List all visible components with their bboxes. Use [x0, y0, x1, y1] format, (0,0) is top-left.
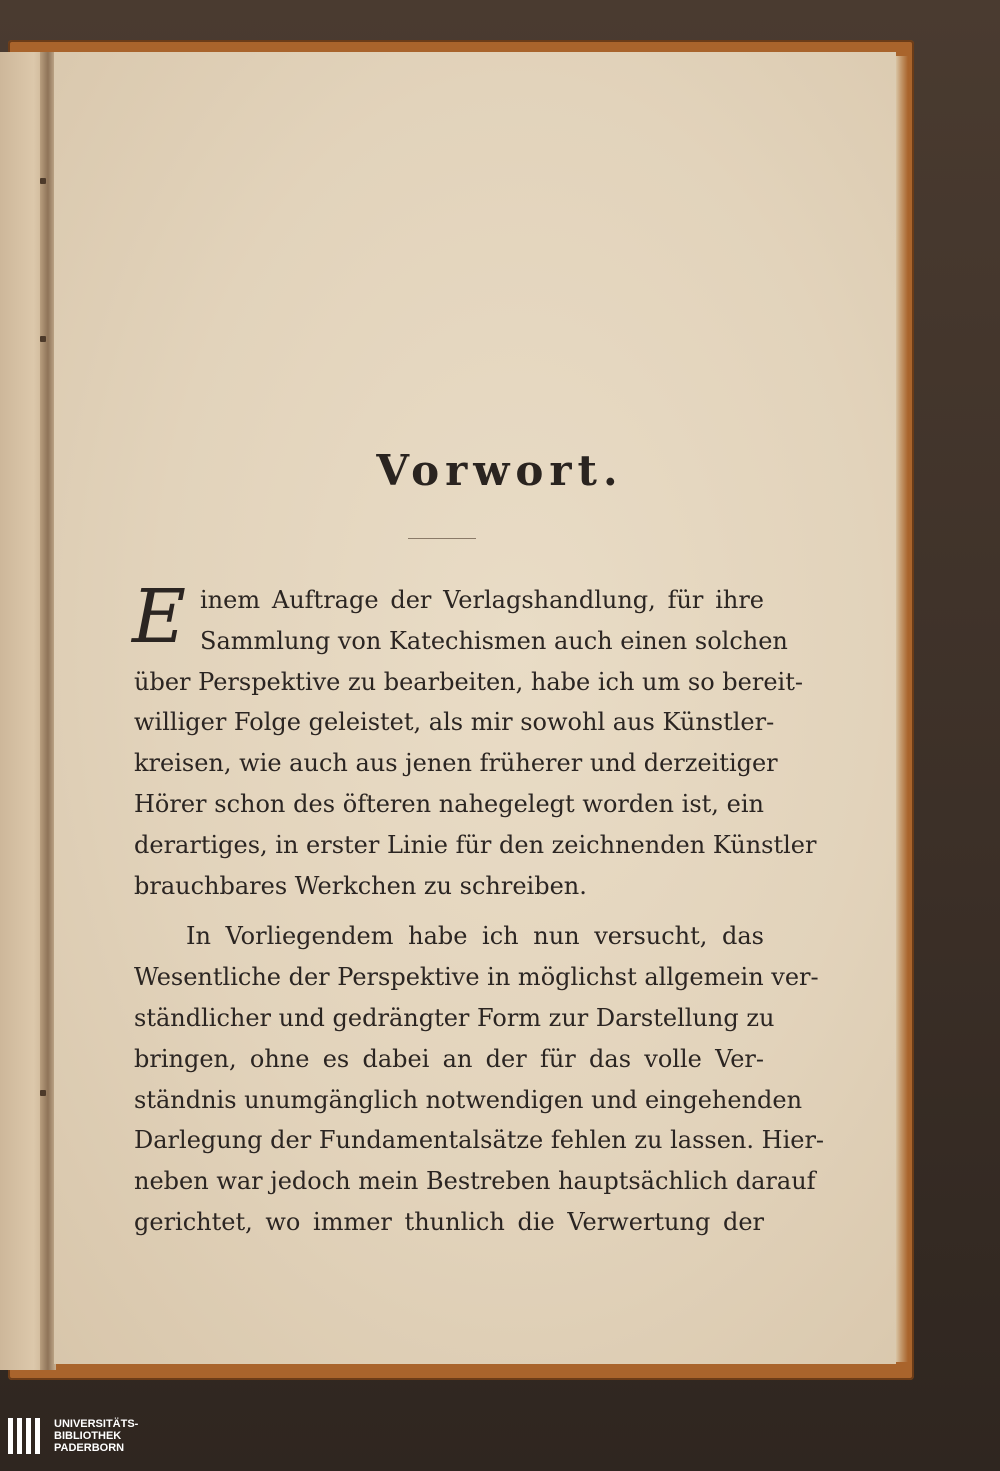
text-line: neben war jedoch mein Bestreben hauptsächlich darauf [134, 1167, 816, 1196]
library-logo-line: BIBLIOTHEK [54, 1430, 122, 1442]
text-line: williger Folge geleistet, als mir sowohl aus Künstler- [134, 708, 775, 737]
library-logo-line: PADERBORN [54, 1442, 125, 1454]
text-line: ständnis unumgänglich notwendigen und eingehenden [134, 1085, 803, 1114]
body-text [132, 574, 825, 1243]
text-line: In Vorliegendem habe ich nun versucht, das [186, 922, 764, 951]
text-line: Wesentliche der Perspektive in möglichst allgemein ver- [134, 963, 819, 992]
library-logo-line: UNIVERSITÄTS- [54, 1418, 139, 1430]
binding-stitch [40, 178, 46, 184]
text-line: brauchbares Werkchen zu schreiben. [134, 871, 587, 900]
library-logo-icon [8, 1418, 44, 1454]
library-logo-text [54, 1418, 138, 1454]
library-logo [0, 1412, 160, 1462]
text-line: ständlicher und gedrängter Form zur Darstellung zu [134, 1003, 775, 1032]
text-line: bringen, ohne es dabei an der für das volle Ver- [134, 1044, 764, 1073]
binding-stitch [40, 336, 46, 342]
drop-cap: E [132, 574, 187, 660]
text-line: Darlegung der Fundamentalsätze fehlen zu lassen. Hier- [134, 1126, 825, 1155]
binding-stitch [40, 1090, 46, 1096]
page-title: Vorwort. [376, 446, 624, 495]
text-line: inem Auftrage der Verlagshandlung, für ihre [200, 586, 764, 614]
text-line: Sammlung von Katechismen auch einen solchen [200, 626, 788, 655]
text-line: derartiges, in erster Linie für den zeichnenden Künstler [134, 830, 817, 859]
text-line: Hörer schon des öfteren nahegelegt worden ist, ein [134, 789, 764, 818]
page-edge-strip [896, 56, 908, 1362]
text-line: kreisen, wie auch aus jenen früherer und derzeitiger [134, 749, 778, 778]
title-divider [408, 538, 476, 539]
text-line: gerichtet, wo immer thunlich die Verwertung der [134, 1207, 764, 1236]
text-line: über Perspektive zu bearbeiten, habe ich um so bereit- [134, 667, 803, 696]
